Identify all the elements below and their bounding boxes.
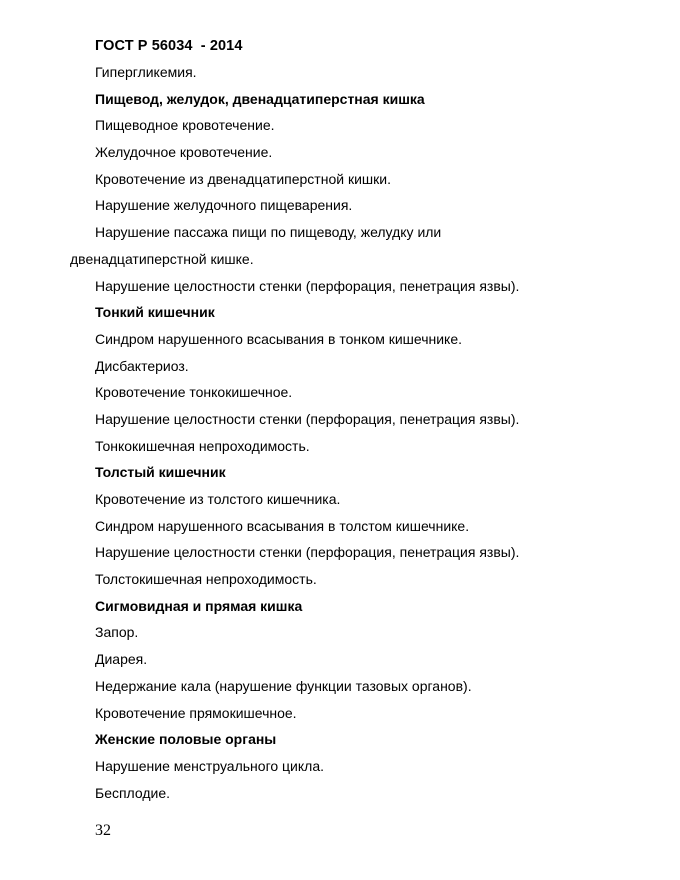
list-item: Запор. <box>95 624 139 641</box>
list-item: Кровотечение тонкокишечное. <box>95 384 293 401</box>
list-item: Недержание кала (нарушение функции тазовых органов). <box>95 677 472 694</box>
list-item: Гипергликемия. <box>95 64 197 80</box>
list-item: Нарушение желудочного пищеварения. <box>95 197 353 214</box>
list-item: Нарушение менструального цикла. <box>95 757 325 774</box>
list-item: Нарушение целостности стенки (перфорация, пенетрация язвы). <box>95 277 520 294</box>
section-heading: Женские половые органы <box>95 731 277 748</box>
document-body <box>0 59 680 806</box>
list-item: Нарушение целостности стенки (перфорация, пенетрация язвы). <box>95 544 520 561</box>
list-item: Кровотечение прямокишечное. <box>95 704 297 721</box>
section-heading: Толстый кишечник <box>95 464 226 481</box>
list-item: Нарушение целостности стенки (перфорация, пенетрация язвы). <box>95 410 520 427</box>
list-item: Бесплодие. <box>95 784 171 801</box>
list-item: Синдром нарушенного всасывания в толстом кишечнике. <box>95 517 470 534</box>
list-item: Толстокишечная непроходимость. <box>95 571 317 588</box>
section-heading: Пищевод, желудок, двенадцатиперстная кишка <box>95 90 425 107</box>
list-item: Пищеводное кровотечение. <box>95 117 275 134</box>
section-heading: Тонкий кишечник <box>95 304 215 321</box>
list-item-continuation: двенадцатиперстной кишке. <box>70 250 254 267</box>
list-item: Кровотечение из толстого кишечника. <box>95 491 341 507</box>
list-item: Дисбактериоз. <box>95 357 189 374</box>
document-header: ГОСТ Р 56034 - 2014 <box>95 38 243 54</box>
list-item: Кровотечение из двенадцатиперстной кишки. <box>95 170 391 187</box>
list-item: Синдром нарушенного всасывания в тонком кишечнике. <box>95 330 463 347</box>
list-item: Нарушение пассажа пищи по пищеводу, желудку или <box>95 224 442 241</box>
list-item: Диарея. <box>95 651 148 668</box>
list-item: Тонкокишечная непроходимость. <box>95 437 310 454</box>
section-heading: Сигмовидная и прямая кишка <box>95 597 303 614</box>
list-item: Желудочное кровотечение. <box>95 144 273 161</box>
page-number: 32 <box>95 822 111 839</box>
